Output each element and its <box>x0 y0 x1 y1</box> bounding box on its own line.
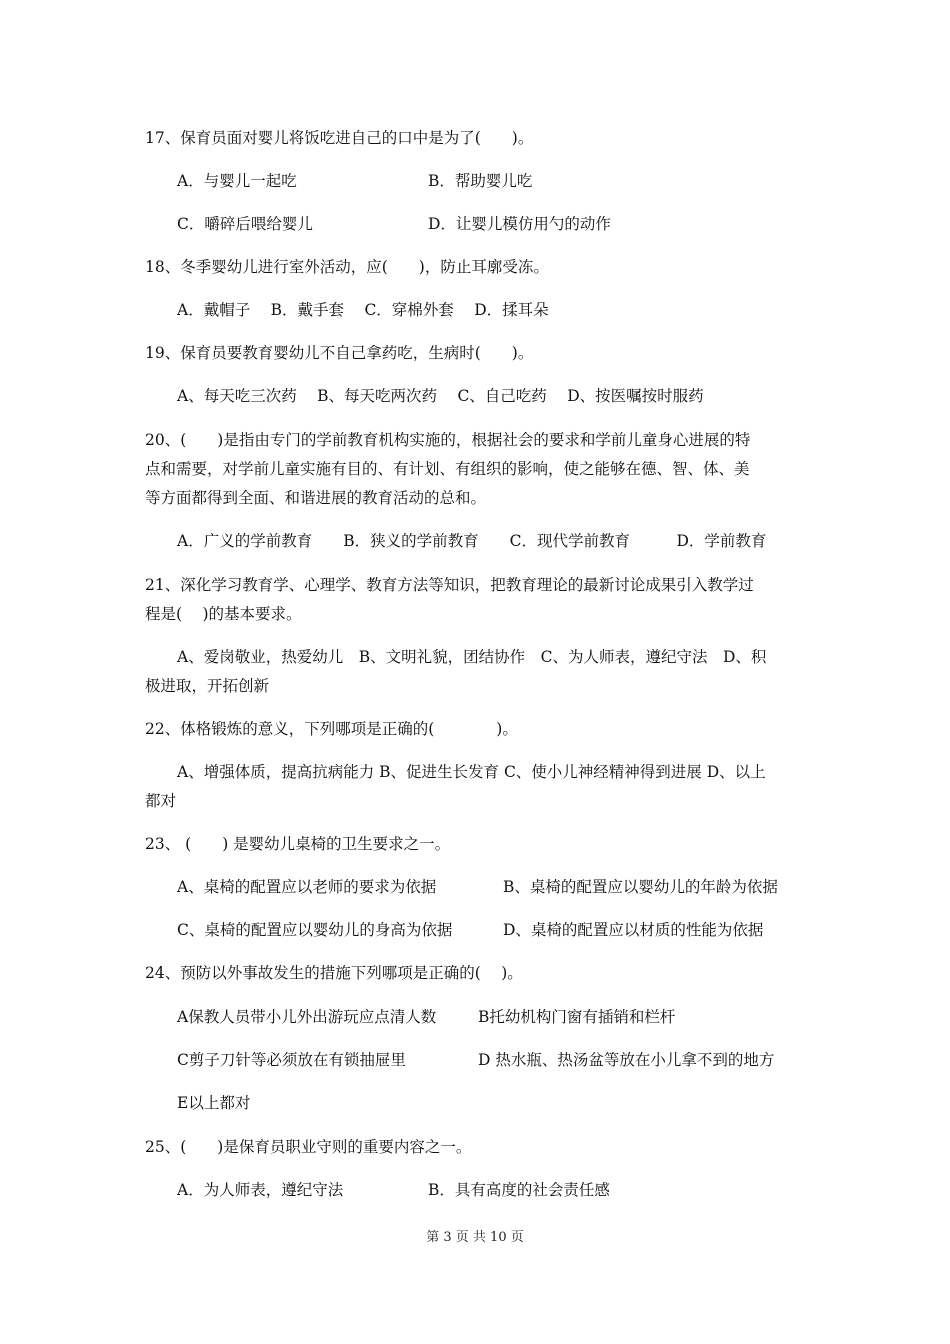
q24-option-a: A保教人员带小儿外出游玩应点清人数 <box>177 1008 437 1026</box>
q21-options-wrap: 极进取，开拓创新 <box>145 677 270 695</box>
question-18: 18、冬季婴幼儿进行室外活动，应( )，防止耳廓受冻。 <box>145 258 549 276</box>
page-footer: 第 3 页 共 10 页 <box>426 1230 524 1245</box>
q22-options-wrap: 都对 <box>145 792 177 810</box>
q25-option-a: A．为人师表，遵纪守法 <box>177 1181 344 1199</box>
question-19: 19、保育员要教育婴幼儿不自己拿药吃，生病时( )。 <box>145 344 534 362</box>
q17-option-c: C．嚼碎后喂给婴儿 <box>177 215 313 233</box>
q24-option-d: D 热水瓶、热汤盆等放在小儿拿不到的地方 <box>478 1051 775 1069</box>
question-22: 22、体格锻炼的意义，下列哪项是正确的( )。 <box>145 720 518 738</box>
q23-option-b: B、桌椅的配置应以婴幼儿的年龄为依据 <box>503 878 778 896</box>
q23-option-d: D、桌椅的配置应以材质的性能为依据 <box>503 921 764 939</box>
q20-options: A．广义的学前教育 B．狭义的学前教育 C．现代学前教育 D．学前教育 <box>177 532 767 550</box>
q25-option-b: B．具有高度的社会责任感 <box>428 1181 610 1199</box>
q17-option-a: A．与婴儿一起吃 <box>177 172 297 190</box>
question-20-line-3: 等方面都得到全面、和谐进展的教育活动的总和。 <box>145 489 487 507</box>
question-21-line-2: 程是( )的基本要求。 <box>145 605 302 623</box>
q19-options: A、每天吃三次药 B、每天吃两次药 C、自己吃药 D、按医嘱按时服药 <box>177 387 704 405</box>
question-25: 25、( )是保育员职业守则的重要内容之一。 <box>145 1138 472 1156</box>
q24-option-b: B托幼机构门窗有插销和栏杆 <box>478 1008 676 1026</box>
q23-option-a: A、桌椅的配置应以老师的要求为依据 <box>177 878 437 896</box>
question-24: 24、预防以外事故发生的措施下列哪项是正确的( )。 <box>145 964 523 982</box>
question-23: 23、 ( ) 是婴幼儿桌椅的卫生要求之一。 <box>145 835 451 853</box>
q18-options: A．戴帽子 B．戴手套 C．穿棉外套 D．揉耳朵 <box>177 301 549 319</box>
q24-option-e: E以上都对 <box>177 1094 251 1112</box>
question-20-line-2: 点和需要，对学前儿童实施有目的、有计划、有组织的影响，使之能够在德、智、体、美 <box>145 460 750 478</box>
q23-option-c: C、桌椅的配置应以婴幼儿的身高为依据 <box>177 921 453 939</box>
question-17: 17、保育员面对婴儿将饭吃进自己的口中是为了( )。 <box>145 129 534 147</box>
q17-option-d: D．让婴儿模仿用勺的动作 <box>428 215 611 233</box>
q17-option-b: B．帮助婴儿吃 <box>428 172 533 190</box>
q21-options: A、爱岗敬业，热爱幼儿 B、文明礼貌，团结协作 C、为人师表，遵纪守法 D、积 <box>177 648 767 666</box>
q22-options: A、增强体质，提高抗病能力 B、促进生长发育 C、使小儿神经精神得到进展 D、以上 <box>177 763 766 781</box>
question-21-line-1: 21、深化学习教育学、心理学、教育方法等知识，把教育理论的最新讨论成果引入教学过 <box>145 576 754 594</box>
question-20-line-1: 20、( )是指由专门的学前教育机构实施的，根据社会的要求和学前儿童身心进展的特 <box>145 431 751 449</box>
q24-option-c: C剪子刀针等必须放在有锁抽屉里 <box>177 1051 406 1069</box>
